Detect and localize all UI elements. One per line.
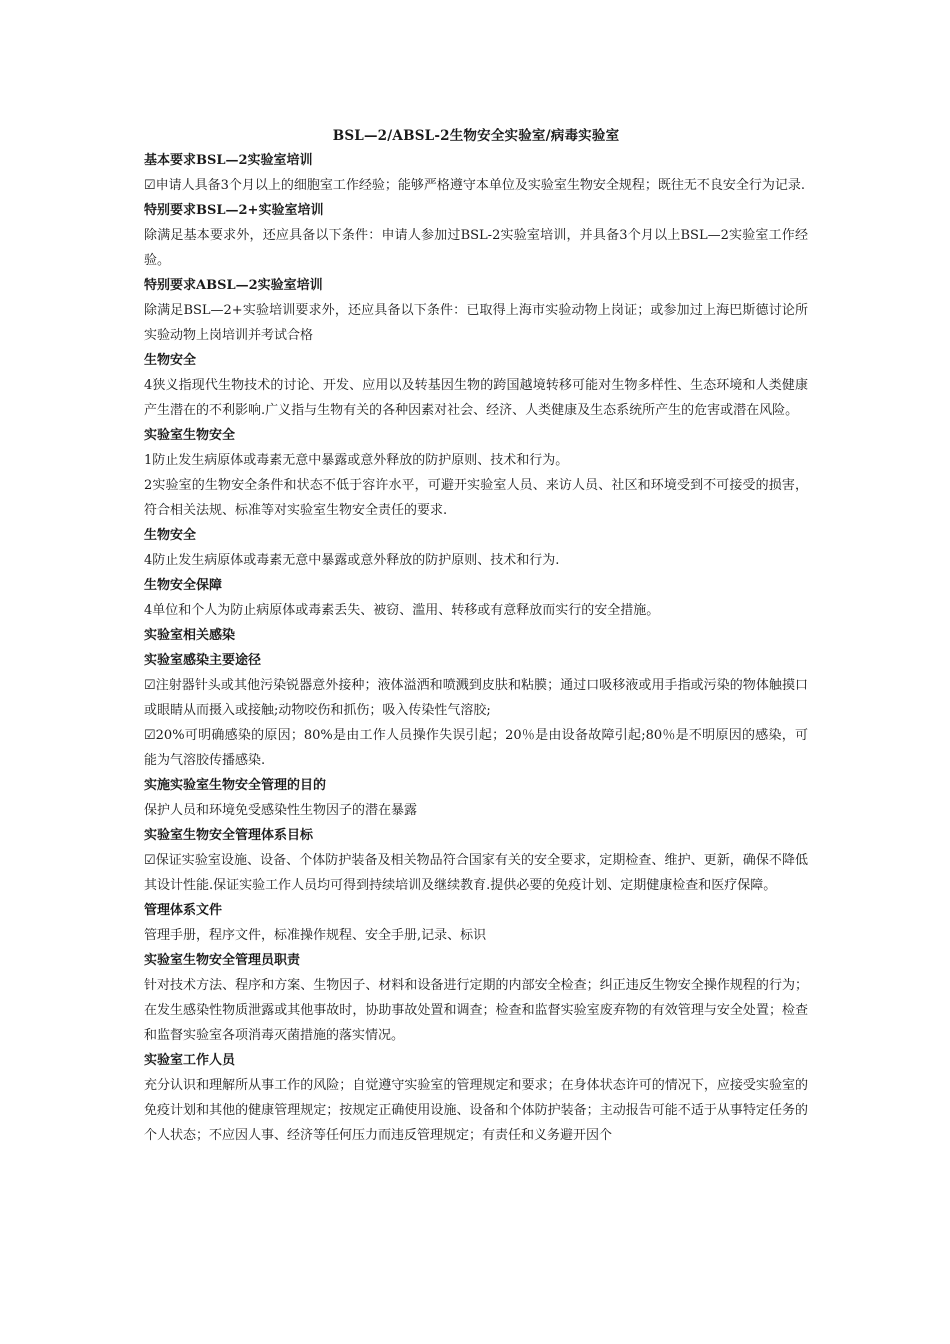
- section-paragraph: 管理手册，程序文件，标准操作规程、安全手册,记录、标识: [144, 928, 487, 943]
- document-section: [144, 648, 808, 773]
- section-paragraph: 4单位和个人为防止病原体或毒素丢失、被窃、滥用、转移或有意释放而实行的安全措施。: [144, 603, 660, 618]
- section-heading: 生物安全: [144, 528, 197, 543]
- document-section: [144, 348, 808, 423]
- section-heading: 生物安全: [144, 353, 197, 368]
- document-body: [144, 148, 808, 1148]
- document-section: [144, 273, 808, 348]
- document-title: BSL—2/ABSL-2生物安全实验室/病毒实验室: [332, 128, 620, 144]
- document-section: [144, 623, 808, 648]
- section-heading: 生物安全保障: [144, 578, 223, 593]
- document-page: [144, 126, 808, 1148]
- document-section: [144, 148, 808, 198]
- section-heading: 实验室感染主要途径: [144, 653, 262, 668]
- document-section: [144, 823, 808, 898]
- document-section: [144, 1048, 808, 1148]
- section-heading: 实验室相关感染: [144, 628, 236, 643]
- document-section: [144, 948, 808, 1048]
- section-heading: 特别要求BSL—2+实验室培训: [144, 203, 324, 218]
- section-heading: 特别要求ABSL—2实验室培训: [144, 278, 323, 293]
- section-paragraph: 充分认识和理解所从事工作的风险；自觉遵守实验室的管理规定和要求；在身体状态许可的情况下，应接受实验室的免疫计划和其他的健康管理规定；按规定正确使用设施、设备和个体防护装备；主动报告可能不适于从事特定任务的个人状态；不应因人事、经济等任何压力而违反管理规定；有责任和义务避开因个: [144, 1078, 808, 1143]
- section-paragraph: 2实验室的生物安全条件和状态不低于容许水平，可避开实验室人员、来访人员、社区和环境受到不可接受的损害，符合相关法规、标准等对实验室生物安全责任的要求.: [144, 478, 808, 518]
- section-heading: 实验室生物安全: [144, 428, 236, 443]
- section-paragraph: ☑注射器针头或其他污染锐器意外接种；液体溢洒和喷溅到皮肤和粘膜；通过口吸移液或用手指或污染的物体触摸口或眼睛从而摄入或接触;动物咬伤和抓伤；吸入传染性气溶胶;: [144, 678, 808, 718]
- section-heading: 实验室生物安全管理体系目标: [144, 828, 314, 843]
- document-section: [144, 573, 808, 623]
- section-paragraph: 4防止发生病原体或毒素无意中暴露或意外释放的防护原则、技术和行为.: [144, 553, 560, 568]
- section-paragraph: 除满足基本要求外，还应具备以下条件：申请人参加过BSL-2实验室培训，并具备3个月以上BSL—2实验室工作经验。: [144, 228, 808, 268]
- section-paragraph: ☑20%可明确感染的原因；80%是由工作人员操作失误引起；20％是由设备故障引起;80％是不明原因的感染，可能为气溶胶传播感染.: [144, 728, 808, 768]
- document-section: [144, 423, 808, 523]
- section-heading: 管理体系文件: [144, 903, 223, 918]
- section-paragraph: 保护人员和环境免受感染性生物因子的潜在暴露: [144, 803, 418, 818]
- section-paragraph: 4狭义指现代生物技术的讨论、开发、应用以及转基因生物的跨国越境转移可能对生物多样性、生态环境和人类健康产生潜在的不利影响.广义指与生物有关的各种因素对社会、经济、人类健康及生态系统所产生的危害或潜在风险。: [144, 378, 808, 418]
- section-paragraph: ☑保证实验室设施、设备、个体防护装备及相关物品符合国家有关的安全要求，定期检查、维护、更新，确保不降低其设计性能.保证实验工作人员均可得到持续培训及继续教育.提供必要的免疫计划、定期健康检查和医疗保障。: [144, 853, 808, 893]
- document-section: [144, 773, 808, 823]
- document-section: [144, 898, 808, 948]
- section-heading: 实验室工作人员: [144, 1053, 236, 1068]
- document-section: [144, 198, 808, 273]
- document-section: [144, 523, 808, 573]
- section-heading: 实施实验室生物安全管理的目的: [144, 778, 327, 793]
- section-heading: 基本要求BSL—2实验室培训: [144, 153, 313, 168]
- section-paragraph: 针对技术方法、程序和方案、生物因子、材料和设备进行定期的内部安全检查；纠正违反生物安全操作规程的行为；在发生感染性物质泄露或其他事故时，协助事故处置和调查；检查和监督实验室废弃物的有效管理与安全处置；检查和监督实验室各项消毒灭菌措施的落实情况。: [144, 978, 808, 1043]
- section-paragraph: 除满足BSL—2+实验培训要求外，还应具备以下条件：已取得上海市实验动物上岗证；或参加过上海巴斯德讨论所实验动物上岗培训并考试合格: [144, 303, 808, 343]
- section-paragraph: ☑申请人具备3个月以上的细胞室工作经验；能够严格遵守本单位及实验室生物安全规程；既往无不良安全行为记录.: [144, 178, 806, 193]
- section-heading: 实验室生物安全管理员职责: [144, 953, 301, 968]
- section-paragraph: 1防止发生病原体或毒素无意中暴露或意外释放的防护原则、技术和行为。: [144, 453, 569, 468]
